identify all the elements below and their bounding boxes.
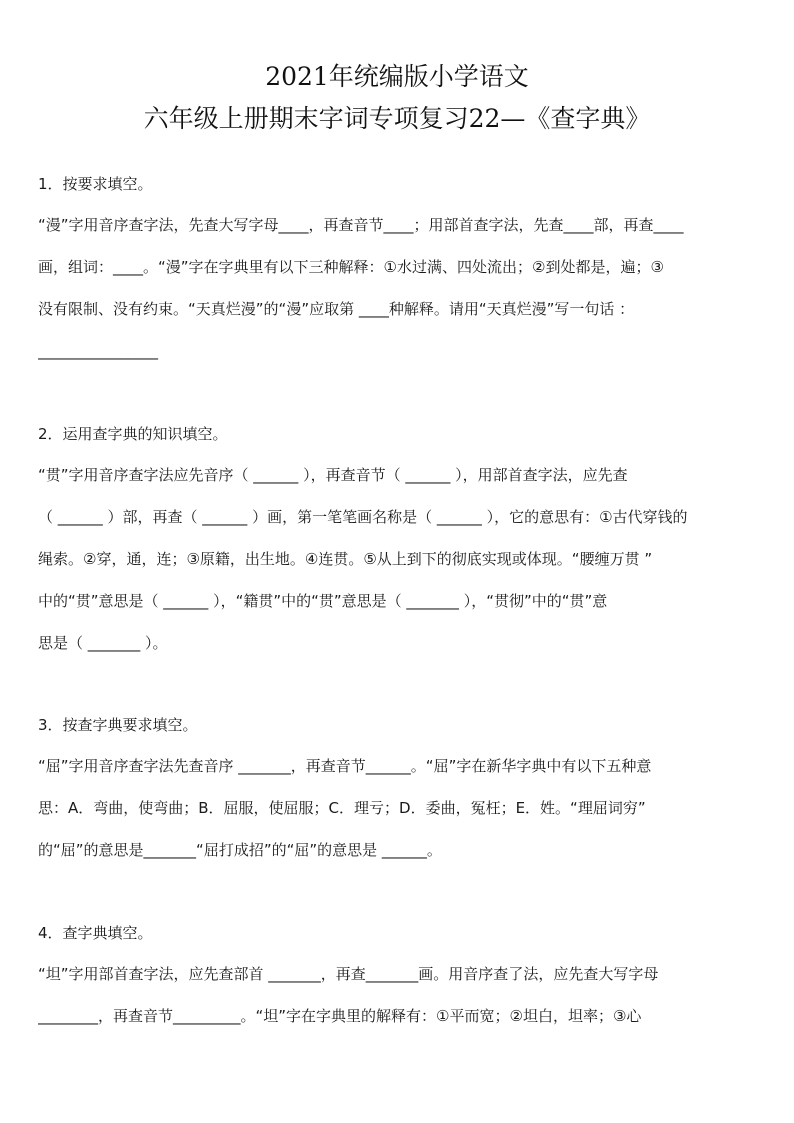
question-3-line: 的“屈”的意思是_______“屈打成招”的“屈”的意思是 ______。 bbox=[38, 841, 442, 859]
document-title-line1: 2021年统编版小学语文 bbox=[265, 62, 529, 91]
question-1-heading: 1．按要求填空。 bbox=[38, 175, 153, 193]
question-4-line: ________，再查音节_________。“坦”字在字典里的解释有：①平而宽；②坦白，坦率；③心 bbox=[38, 1007, 642, 1025]
question-1-line: 画，组词：____。“漫”字在字典里有以下三种解释：①水过满、四处流出；②到处都是，遍；③ bbox=[38, 258, 664, 276]
question-2-line: 绳索。②穿，通，连；③原籍，出生地。④连贯。⑤从上到下的彻底实现或体现。“腰缠万贯 ” bbox=[38, 550, 653, 568]
question-2-line: 思是（ _______ ）。 bbox=[38, 634, 168, 652]
question-2-line: “贯”字用音序查字法应先音序（ ______ ），再查音节（ ______ ），用部首查字法，应先查 bbox=[38, 466, 628, 484]
document-title-line2: 六年级上册期末字词专项复习22—《查字典》 bbox=[143, 104, 651, 133]
question-1-line: 没有限制、没有约束。“天真烂漫”的“漫”应取第 ____种解释。请用“天真烂漫”写一句话 ： bbox=[38, 300, 635, 318]
question-3-line: 思：A．弯曲，使弯曲；B．屈服，使屈服；C．理亏；D．委曲，冤枉；E．姓。“理屈词穷” bbox=[38, 799, 646, 817]
question-1-line: “漫”字用音序查字法，先查大写字母____，再查音节____；用部首查字法，先查____部，再查____ bbox=[38, 216, 684, 234]
question-2-line: （ ______ ）部，再查（ ______ ）画，第一笔笔画名称是（ ______ ），它的意思有：①古代穿钱的 bbox=[38, 508, 688, 526]
question-4-line: “坦”字用部首查字法，应先查部首 _______，再查_______画。用音序查了法，应先查大写字母 bbox=[38, 965, 659, 983]
question-1-answer-line: ________________ bbox=[38, 342, 158, 360]
question-4-heading: 4．查字典填空。 bbox=[38, 924, 153, 942]
question-3-line: “屈”字用音序查字法先查音序 _______，再查音节______。“屈”字在新华字典中有以下五种意 bbox=[38, 757, 652, 775]
question-3-heading: 3．按查字典要求填空。 bbox=[38, 716, 198, 734]
question-2-line: 中的“贯”意思是（ ______ ），“籍贯”中的“贯”意思是（ _______ ），“贯彻”中的“贯”意 bbox=[38, 592, 608, 610]
question-2-heading: 2．运用查字典的知识填空。 bbox=[38, 425, 228, 443]
